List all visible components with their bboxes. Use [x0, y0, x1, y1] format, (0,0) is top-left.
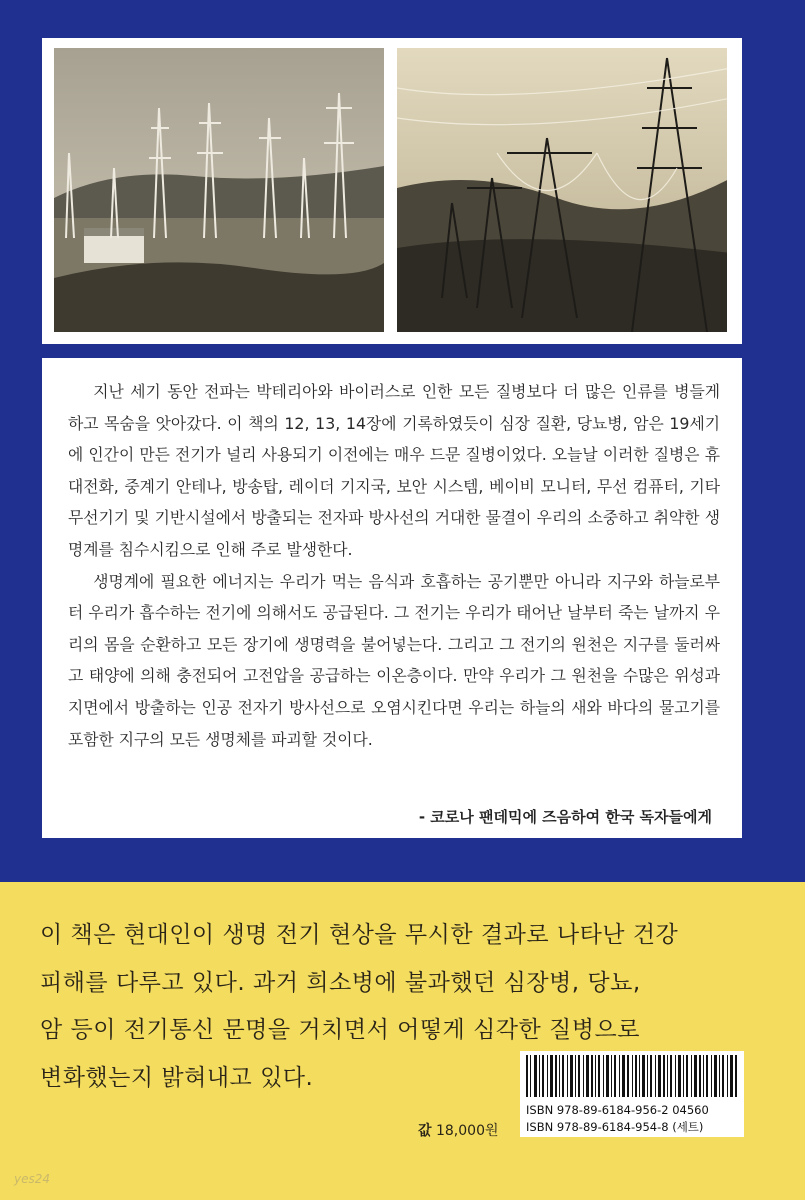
photo-towers-rural: [54, 48, 384, 332]
signature: - 코로나 팬데믹에 즈음하여 한국 독자들에게: [418, 808, 712, 826]
summary-line: 암 등이 전기통신 문명을 거치면서 어떻게 심각한 질병으로: [40, 1017, 640, 1043]
price-value: 18,000원: [435, 1123, 499, 1139]
isbn-line: ISBN 978-89-6184-956-2 04560: [526, 1103, 709, 1117]
price: [418, 1120, 499, 1140]
body-text: [68, 376, 720, 755]
barcode-icon: [524, 1055, 740, 1097]
intro-text-box: [42, 358, 742, 838]
paragraph: 지난 세기 동안 전파는 박테리아와 바이러스로 인한 모든 질병보다 더 많은 인류를 병들게 하고 목숨을 앗아갔다. 이 책의 12, 13, 14장에 기록하였듯이 심장 질환, 당뇨병, 암은 19세기에 인간이 만든 전기가 널리 사용되기 이전에는 매우 드문 질병이었다. 오늘날 이러한 질병은 휴대전화, 중계기 안테나, 방송탑, 레이더 기지국, 보안 시스템, 베이비 모니터, 무선 컴퓨터, 기타 무선기기 및 기반시설에서 방출되는 전자파 방사선의 거대한 물결이 우리의 소중하고 취약한 생명계를 침수시킴으로 인해 주로 발생한다.: [68, 382, 720, 559]
photo-frame: [42, 38, 742, 344]
isbn-line: ISBN 978-89-6184-954-8 (세트): [526, 1120, 704, 1134]
summary-line: 변화했는지 밝혀내고 있다.: [40, 1064, 314, 1091]
summary-line: 피해를 다루고 있다. 과거 희소병에 불과했던 심장병, 당뇨,: [40, 969, 641, 996]
summary-line: 이 책은 현대인이 생명 전기 현상을 무시한 결과로 나타난 건강: [40, 922, 679, 948]
price-label: 값: [418, 1123, 432, 1139]
watermark: yes24: [14, 1172, 51, 1186]
photo-towers-sunset: [397, 48, 727, 332]
barcode-box: [520, 1051, 744, 1137]
paragraph: 생명계에 필요한 에너지는 우리가 먹는 음식과 호흡하는 공기뿐만 아니라 지구와 하늘로부터 우리가 흡수하는 전기에 의해서도 공급된다. 그 전기는 우리가 태어난 날부터 죽는 날까지 우리의 몸을 순환하고 모든 장기에 생명력을 불어넣는다. 그리고 그 전기의 원천은 지구를 둘러싸고 태양에 의해 충전되어 고전압을 공급하는 이온층이다. 만약 우리가 그 원천을 수많은 위성과 지면에서 방출하는 인공 전자기 방사선으로 오염시킨다면 우리는 하늘의 새와 바다의 물고기를 포함한 지구의 모든 생명체를 파괴할 것이다.: [68, 571, 720, 749]
